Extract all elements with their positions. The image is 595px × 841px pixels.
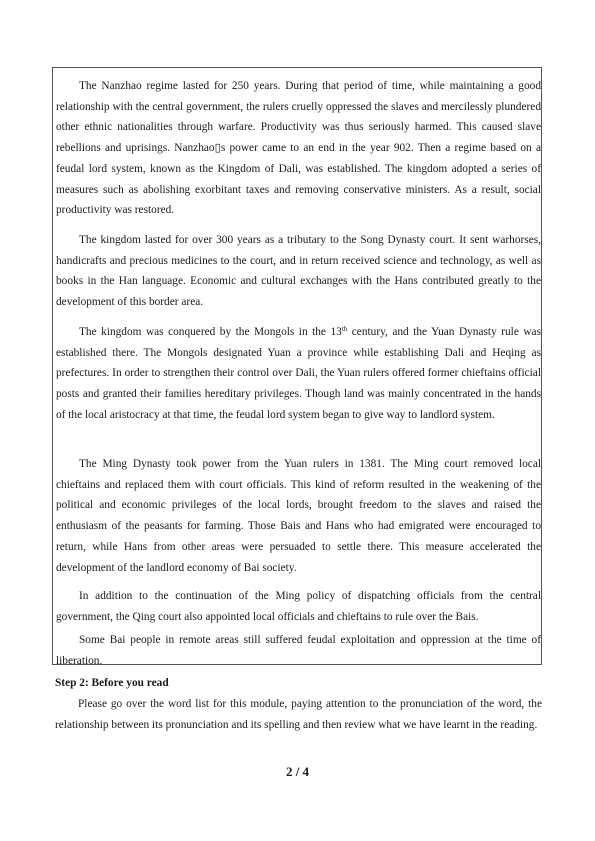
superscript-th: th <box>341 325 348 333</box>
passage-paragraph-dali-kingdom: The kingdom lasted for over 300 years as a tributary to the Song Dynasty court. It sent warhorses, handicrafts and precious medicines to the court, and in return received science and technology, as well as books in the Han language. Economic and cultural exchanges with the Hans contributed greatly to the development of this border area. <box>56 234 541 309</box>
passage-text: century, and the Yuan Dynasty rule was established there. The Mongols designated Yuan a province while establishing Dali and Heqing as prefectures. In order to strengthen their control over Dali, the Yuan rulers offered former chieftains official posts and granted their families hereditary privileges. Though land was mainly concentrated in the hands of the local aristocracy at that time, the feudal lord system began to give way to landlord system. <box>56 326 541 421</box>
passage-paragraph-nanzhao: The Nanzhao regime lasted for 250 years. During that period of time, while maintaining a good relationship with the central government, the rulers cruelly oppressed the slaves and mercilessly plundered other ethnic nationalities through warfare. Productivity was thus seriously harmed. This caused slave rebellions and uprisings. Nanzhao▯s power came to an end in the year 902. Then a regime based on a feudal lord system, known as the Kingdom of Dali, was established. The kingdom adopted a series of measures such as abolishing exorbitant taxes and removing conservative ministers. As a result, social productivity was restored. <box>56 80 541 217</box>
passage-text: The kingdom was conquered by the Mongols in the 13 <box>79 326 342 338</box>
passage-paragraph-liberation: Some Bai people in remote areas still suffered feudal exploitation and oppression at the time of liberation. <box>56 634 541 667</box>
passage-paragraph-ming-dynasty: The Ming Dynasty took power from the Yuan rulers in 1381. The Ming court removed local chieftains and replaced them with court officials. This kind of reform resulted in the weakening of the political and economic privileges of the local lords, brought freedom to the slaves and raised the enthusiasm of the peasants for farming. Those Bais and Hans who had emigrated were encouraged to return, while Hans from other areas were persuaded to settle there. This measure accelerated the development of the landlord economy of Bai society. <box>56 458 541 574</box>
reading-passage-box <box>52 67 542 665</box>
step-2-instructions: Please go over the word list for this module, paying attention to the pronunciation of the word, the relationship between its pronunciation and its spelling and then review what we have learnt in the reading. <box>55 698 542 731</box>
page-number: 2 / 4 <box>285 764 310 779</box>
step-2-heading: Step 2: Before you read <box>55 677 169 689</box>
passage-paragraph-yuan-dynasty <box>56 322 541 426</box>
passage-paragraph-qing-dynasty: In addition to the continuation of the Ming policy of dispatching officials from the central government, the Qing court also appointed local officials and chieftains to rule over the Bais. <box>56 590 541 623</box>
